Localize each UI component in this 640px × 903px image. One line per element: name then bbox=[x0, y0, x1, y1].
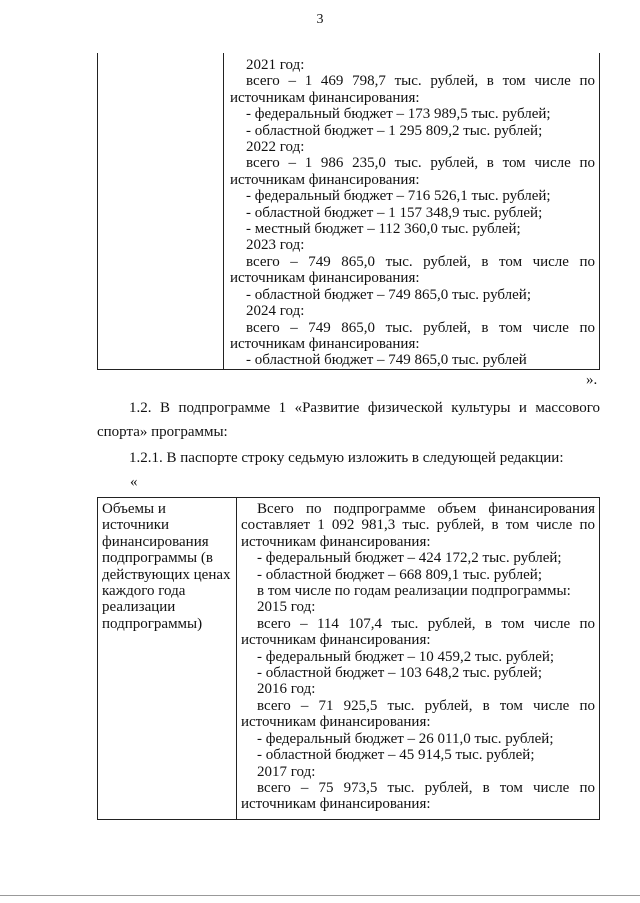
text-line: 2021 год: bbox=[246, 57, 305, 73]
text-line: 2016 год: bbox=[257, 681, 316, 698]
text-line: источникам финансирования: bbox=[241, 632, 431, 649]
text-line: источникам финансирования: bbox=[230, 270, 420, 287]
text-line: подпрограммы (в bbox=[102, 550, 213, 567]
text-line: - федеральный бюджет – 173 989,5 тыс. рублей; bbox=[246, 106, 551, 123]
text-line: реализации bbox=[102, 599, 176, 616]
text-line: подпрограммы) bbox=[102, 615, 203, 632]
text-line: источникам финансирования: bbox=[241, 714, 431, 731]
page-number: 3 bbox=[316, 12, 324, 27]
text-line: 2017 год: bbox=[257, 763, 316, 780]
text-line: 2024 год: bbox=[246, 303, 305, 320]
text-line: - областной бюджет – 1 157 348,9 тыс. рублей; bbox=[246, 204, 543, 221]
text-line: источники bbox=[102, 517, 170, 534]
paragraph-subprogram-1: 1.2. В подпрограмме 1 «Развитие физической культуры и массового спорта» программы: bbox=[97, 400, 600, 440]
text-line: составляет 1 092 981,3 тыс. рублей, в том числе по bbox=[241, 517, 595, 534]
text-line: источникам финансирования: bbox=[241, 796, 431, 813]
bottom-rule bbox=[0, 895, 640, 896]
text-line: в том числе по годам реализации подпрограммы: bbox=[257, 583, 571, 600]
text-line: 2015 год: bbox=[257, 599, 316, 616]
text-line: - федеральный бюджет – 716 526,1 тыс. рублей; bbox=[246, 188, 551, 205]
text-line: - областной бюджет – 1 295 809,2 тыс. рублей; bbox=[246, 122, 543, 139]
text-line: источникам финансирования: bbox=[230, 89, 420, 106]
text-line: всего – 749 865,0 тыс. рублей, в том числе по bbox=[246, 253, 595, 270]
text-line: действующих ценах bbox=[102, 566, 231, 583]
row-values-cell bbox=[241, 501, 595, 813]
financing-values-cell bbox=[230, 57, 595, 369]
text-line: источникам финансирования: bbox=[230, 335, 420, 352]
text-line: всего – 1 986 235,0 тыс. рублей, в том числе по bbox=[246, 155, 595, 172]
text-line: - областной бюджет – 103 648,2 тыс. рублей; bbox=[257, 665, 542, 682]
column-divider bbox=[236, 498, 237, 819]
financing-table-continued bbox=[97, 53, 600, 370]
opening-quote: « bbox=[130, 474, 138, 490]
column-divider bbox=[223, 53, 224, 369]
text-line: - областной бюджет – 668 809,1 тыс. рублей; bbox=[257, 566, 542, 583]
closing-quote: ». bbox=[586, 372, 598, 388]
text-line: 2022 год: bbox=[246, 139, 305, 156]
text-line: - областной бюджет – 45 914,5 тыс. рублей; bbox=[257, 747, 535, 764]
text-line: всего – 75 973,5 тыс. рублей, в том числе по bbox=[257, 779, 595, 796]
text-line: - областной бюджет – 749 865,0 тыс. рублей; bbox=[246, 286, 531, 303]
paragraph-passport-row: 1.2.1. В паспорте строку седьмую изложить в следующей редакции: bbox=[129, 450, 564, 466]
text-line: - федеральный бюджет – 10 459,2 тыс. рублей; bbox=[257, 648, 555, 665]
text-line: - федеральный бюджет – 424 172,2 тыс. рублей; bbox=[257, 550, 562, 567]
row-title-cell bbox=[102, 501, 230, 632]
text-line: финансирования bbox=[102, 533, 209, 550]
text-line: всего – 114 107,4 тыс. рублей, в том числе по bbox=[257, 615, 595, 632]
text-line: всего – 71 925,5 тыс. рублей, в том числе по bbox=[257, 697, 595, 714]
text-line: 2023 год: bbox=[246, 237, 305, 254]
text-line: Объемы и bbox=[102, 501, 166, 517]
text-line: источникам финансирования: bbox=[230, 171, 420, 188]
text-line: - областной бюджет – 749 865,0 тыс. рублей bbox=[246, 352, 527, 369]
text-line: - местный бюджет – 112 360,0 тыс. рублей; bbox=[246, 221, 521, 238]
text-line: всего – 1 469 798,7 тыс. рублей, в том числе по bbox=[246, 73, 595, 90]
text-line: источникам финансирования: bbox=[241, 533, 431, 550]
text-line: каждого года bbox=[102, 583, 186, 600]
subprogram-financing-table bbox=[97, 497, 600, 820]
text-line: - федеральный бюджет – 26 011,0 тыс. рублей; bbox=[257, 730, 554, 747]
text-line: Всего по подпрограмме объем финансирования bbox=[257, 501, 595, 517]
text-line: всего – 749 865,0 тыс. рублей, в том числе по bbox=[246, 319, 595, 336]
